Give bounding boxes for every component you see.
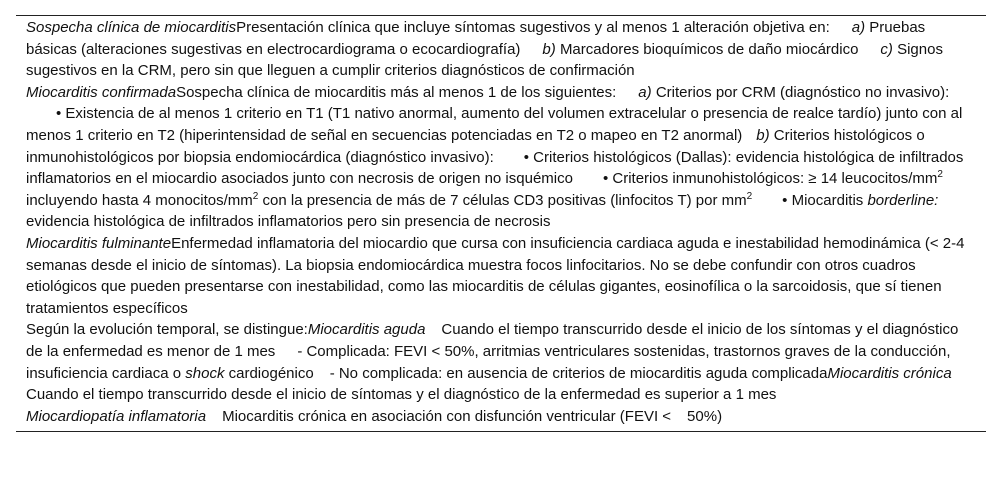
- table-top-rule: [16, 15, 986, 16]
- label-a: a): [851, 19, 866, 36]
- row-evolucion-temporal: [16, 319, 986, 405]
- table-bottom-rule: [16, 431, 986, 432]
- text-cronica: Cuando el tiempo transcurrido desde el inicio de síntomas y el diagnóstico de la enfermedad es superior a 1 mes: [26, 386, 777, 404]
- definitions-table: [16, 15, 986, 432]
- term-confirmada: Miocarditis confirmada: [26, 83, 177, 101]
- term-aguda: Miocarditis aguda: [307, 321, 426, 339]
- bullet-dallas: • Criterios histológicos (Dallas): evidencia histológica de infiltrados inflamatorios en el miocardio asociados junto con necrosis de origen no isquémico: [26, 148, 964, 188]
- row-sospecha-clinica: [16, 17, 986, 82]
- label-c: c): [880, 40, 893, 58]
- bullet-borderline: • Miocarditis borderline: evidencia histológica de infiltrados inflamatorios pero sin presencia de necrosis: [26, 191, 939, 231]
- label-b: b): [756, 126, 770, 144]
- text-miocardiopatia: Miocarditis crónica en asociación con disfunción ventricular (FEVI <: [222, 407, 672, 425]
- bullet-crm: • Existencia de al menos 1 criterio en T1 (T1 nativo anormal, aumento del volumen extracelular o presencia de realce tardío) junto con al menos 1 criterio en T2 (hiperintensidad de señal en secuencias potenciadas en T2 o mapeo en T2 anormal): [26, 105, 963, 144]
- text-miocardiopatia-end: 50%): [687, 407, 723, 425]
- label-a: a): [638, 83, 652, 101]
- term-miocardiopatia: Miocardiopatía inflamatoria: [26, 407, 207, 425]
- row-miocarditis-fulminante: [16, 233, 986, 319]
- text-a: Pruebas básicas (alteraciones sugestivas en electrocardiograma o ecocardiografía): [26, 19, 926, 58]
- text-sospecha: Presentación clínica que incluye síntomas sugestivos y al menos 1 alteración objetiva en:: [236, 19, 830, 36]
- text-confirmada: Sospecha clínica de miocarditis más al menos 1 de los siguientes:: [176, 83, 617, 101]
- text-no-complicada: - No complicada: en ausencia de criterios de miocarditis aguda complicada: [329, 364, 828, 382]
- label-b: b): [542, 40, 556, 58]
- text-b: Criterios histológicos o inmunohistológicos por biopsia endomiocárdica (diagnóstico invasivo):: [26, 126, 925, 166]
- bullet-inmuno: • Criterios inmunohistológicos: ≥ 14 leucocitos/$mm^2$ incluyendo hasta 4 monocitos/$mm^2$ con la presencia de más de 7 células CD3 positivas (linfocitos T) por $mm^2$: [26, 169, 943, 209]
- text-intro: Según la evolución temporal, se distingue:: [26, 321, 308, 339]
- term-cronica: Miocarditis crónica: [827, 364, 952, 382]
- text-c: Signos sugestivos en la CRM, pero sin que lleguen a cumplir criterios diagnósticos de confirmación: [26, 40, 943, 80]
- row-miocardiopatia-inflamatoria: [16, 406, 986, 428]
- term-fulminante: Miocarditis fulminante: [26, 234, 172, 252]
- text-a: Criterios por CRM (diagnóstico no invasivo):: [655, 83, 950, 101]
- text-complicada: - Complicada: FEVI < 50%, arritmias ventriculares sostenidas, trastornos graves de la conducción, insuficiencia cardiaca o shock cardiogénico: [26, 342, 951, 382]
- text-b: Marcadores bioquímicos de daño miocárdico: [559, 40, 859, 58]
- row-miocarditis-confirmada: [16, 82, 986, 233]
- text-fulminante: Enfermedad inflamatoria del miocardio que cursa con insuficiencia cardiaca aguda e inestabilidad hemodinámica (< 2-4 semanas desde el inicio de síntomas). La biopsia endomiocárdica muestra focos linfocitarios. No se debe confundir con otros cuadros etiológicos que pueden presentarse con inestabilidad, como las miocarditis de células gigantes, eosinofílica o la sarcoidosis, que sí tienen tratamientos específicos: [26, 234, 965, 317]
- term-sospecha: Sospecha clínica de miocarditis: [26, 19, 237, 36]
- text-aguda: Cuando el tiempo transcurrido desde el inicio de los síntomas y el diagnóstico de la enfermedad es menor de 1 mes: [26, 321, 959, 360]
